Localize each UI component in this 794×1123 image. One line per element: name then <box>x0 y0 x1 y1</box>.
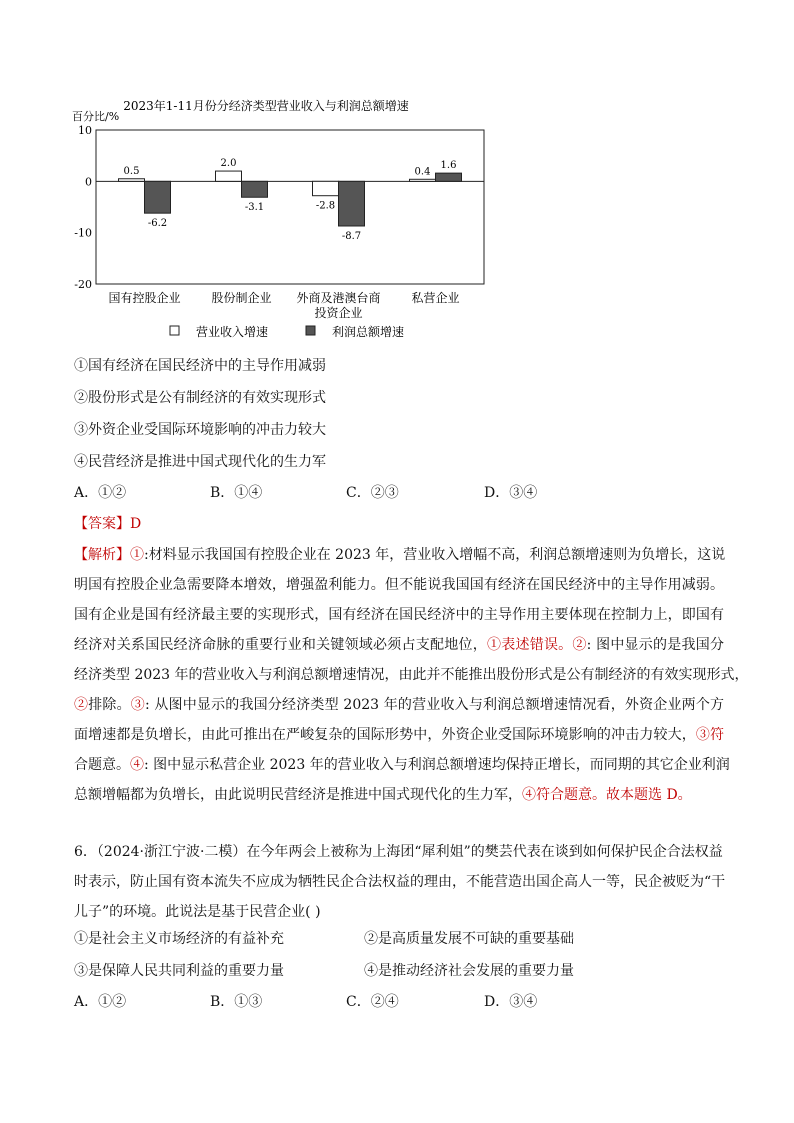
q6-choice-4: ④是推动经济社会发展的重要力量 <box>364 963 574 979</box>
analysis-row-4 <box>74 630 724 660</box>
q6-option-b[interactable]: B．①③ <box>210 994 263 1010</box>
chart-canvas <box>66 96 506 351</box>
data-label: -6.2 <box>147 218 168 230</box>
bar-profit <box>339 181 365 226</box>
analysis-text-7: 面增速都是负增长，由此可推出在严峻复杂的国际形势中，外资企业受国际环境影响的冲击力较大， <box>74 727 696 743</box>
data-label: 0.5 <box>123 165 140 177</box>
bar-revenue <box>119 179 145 182</box>
analysis-lead: 【解析】① <box>74 547 144 563</box>
analysis-row-3: 国有企业是国有经济最主要的实现形式，国有经济在国民经济中的主导作用主要体现在控制力上，即国有 <box>74 607 724 623</box>
q6-line-2: 时表示，防止国有资本流失不应成为牺牲民企合法权益的理由，不能营造出国企高人一等，民企被贬为“干 <box>74 874 726 890</box>
q6-option-a[interactable]: A．①② <box>74 994 127 1010</box>
category-label-line2: 投资企业 <box>314 306 363 320</box>
category-label: 股份制企业 <box>211 291 272 305</box>
analysis-mark-1: ①表述错误。② <box>486 637 587 653</box>
analysis <box>74 540 749 810</box>
analysis-row-2: 明国有控股企业急需要降本增效，增强盈利能力。但不能说我国国有经济在国民经济中的主导作用减弱。 <box>74 577 724 593</box>
analysis-mark-3: ③ <box>130 697 145 713</box>
q6-choice-1: ①是社会主义市场经济的有益补充 <box>74 931 284 947</box>
q6-option-c[interactable]: C．②④ <box>346 994 399 1010</box>
analysis-row-8 <box>74 750 730 780</box>
statement-4: ④民营经济是推进中国式现代化的生力军 <box>74 454 326 470</box>
data-label: 0.4 <box>414 166 431 178</box>
data-label: 1.6 <box>440 160 457 172</box>
analysis-text-9: 总额增幅都为负增长，由此说明民营经济是推进中国式现代化的生力军， <box>74 787 522 803</box>
answer: 【答案】D <box>74 516 142 532</box>
q6-line-1: 6．（2024·浙江宁波·二模）在今年两会上被称为上海团“犀利姐”的樊芸代表在谈到如何保护民企合法权益 <box>74 844 723 860</box>
analysis-row-7 <box>74 720 724 750</box>
legend-label-profit: 利润总额增速 <box>332 325 405 339</box>
analysis-row-9 <box>74 780 724 810</box>
bar-profit <box>145 181 171 213</box>
data-label: -8.7 <box>341 230 362 242</box>
legend-label-revenue: 营业收入增速 <box>196 325 269 339</box>
y-tick-label: 0 <box>85 175 92 189</box>
y-tick-label: -20 <box>74 278 92 291</box>
analysis-text-6b: : 从图中显示的我国分经济类型 2023 年的营业收入与利润总额增速情况看，外资企业两个方 <box>144 697 725 713</box>
bar-revenue <box>216 171 242 181</box>
data-label: -2.8 <box>315 200 336 212</box>
analysis-text-4b: : 图中显示的是我国分 <box>586 637 725 653</box>
statement-2: ②股份形式是公有制经济的有效实现形式 <box>74 390 326 406</box>
category-label: 私营企业 <box>411 291 460 305</box>
analysis-row-6 <box>74 690 724 720</box>
option-c[interactable]: C．②③ <box>346 485 399 501</box>
bar-revenue <box>410 179 436 181</box>
q6-choice-2: ②是高质量发展不可缺的重要基础 <box>364 931 574 947</box>
category-label: 外商及港澳台商 <box>296 291 381 305</box>
analysis-mark-2: ② <box>74 697 89 713</box>
option-d[interactable]: D．③④ <box>484 485 538 501</box>
y-tick-label: 10 <box>78 124 92 137</box>
analysis-text-1: :材料显示我国国有控股企业在 2023 年，营业收入增幅不高，利润总额增速则为负增长，这说 <box>144 547 726 563</box>
y-axis-label: 百分比/% <box>72 110 120 123</box>
statement-3: ③外资企业受国际环境影响的冲击力较大 <box>74 422 326 438</box>
q6-choice-3: ③是保障人民共同利益的重要力量 <box>74 963 284 979</box>
bar-chart <box>66 96 506 351</box>
legend-swatch-profit <box>306 326 315 335</box>
chart-title: 2023年1-11月份分经济类型营业收入与利润总额增速 <box>123 99 409 113</box>
analysis-text-8b: : 图中显示私营企业 2023 年的营业收入与利润总额增速均保持正增长，而同期的其它企业利润 <box>144 757 730 773</box>
q6-line-3: 儿子”的环境。此说法是基于民营企业( ) <box>74 904 321 920</box>
analysis-text-4: 经济对关系国民经济命脉的重要行业和关键领域必须占支配地位， <box>74 637 487 653</box>
data-label: -3.1 <box>244 202 265 214</box>
analysis-row-5: 经济类型 2023 年的营业收入与利润总额增速情况，由此并不能推出股份形式是公有制经济的有效实现形式， <box>74 667 749 683</box>
option-a[interactable]: A．①② <box>74 485 127 501</box>
analysis-text-6: 排除。 <box>88 697 131 713</box>
analysis-mark-5: ④ <box>130 757 144 773</box>
statement-1: ①国有经济在国民经济中的主导作用减弱 <box>74 358 326 374</box>
y-tick-label: -10 <box>74 226 92 240</box>
analysis-text-8: 合题意。 <box>74 757 130 773</box>
bar-revenue <box>313 181 339 195</box>
analysis-mark-6: ④符合题意。故本题选 D。 <box>522 787 692 803</box>
q6-option-d[interactable]: D．③④ <box>484 994 538 1010</box>
analysis-row-1 <box>74 540 724 570</box>
option-b[interactable]: B．①④ <box>210 485 263 501</box>
bar-profit <box>436 173 462 181</box>
legend-swatch-revenue <box>170 326 179 335</box>
analysis-mark-4: ③符 <box>695 727 725 743</box>
data-label: 2.0 <box>220 158 237 170</box>
bar-profit <box>242 181 268 197</box>
category-label: 国有控股企业 <box>108 291 181 305</box>
